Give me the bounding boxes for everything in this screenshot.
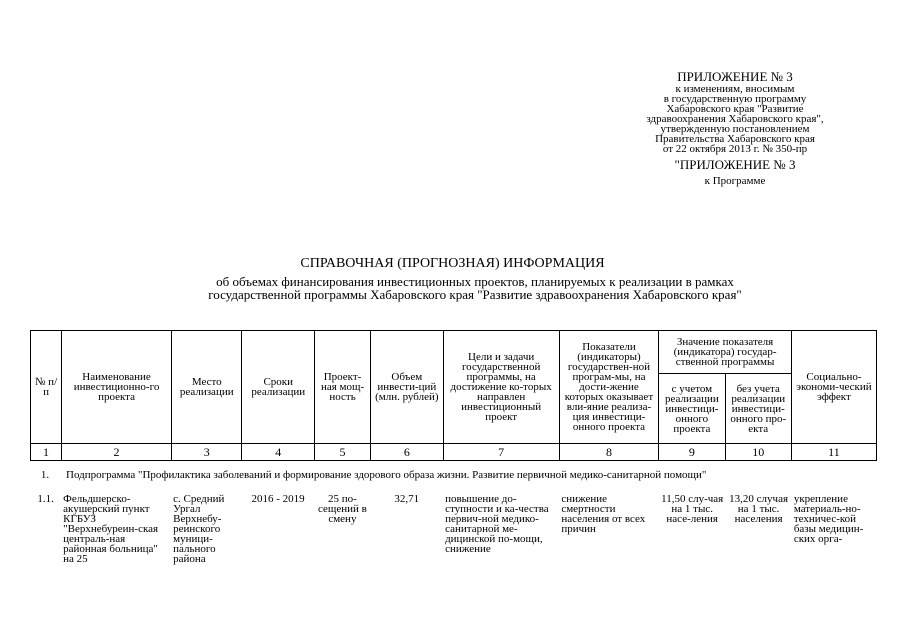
row-goals: повышение до-ступности и ка-чества первич-ной медико-санитарной ме-дицинской по-мощи, снижение bbox=[445, 493, 549, 555]
appendix-line: Хабаровского края "Развитие bbox=[666, 103, 804, 115]
section-num: 1. bbox=[40, 469, 50, 481]
column-number: 8 bbox=[559, 444, 659, 461]
header-with: с учетом реализации инвестици-онного проекта bbox=[659, 374, 725, 444]
header-value-group: Значение показателя (индикатора) государ-ственной программы bbox=[659, 331, 792, 374]
appendix-line: утвержденную постановлением bbox=[660, 123, 810, 135]
column-number: 9 bbox=[659, 444, 725, 461]
column-number: 6 bbox=[371, 444, 444, 461]
row-num: 1.1. bbox=[37, 493, 54, 505]
subtitle-line: об объемах финансирования инвестиционных проектов, планируемых к реализации в рамках bbox=[216, 274, 734, 289]
column-number: 10 bbox=[725, 444, 791, 461]
row-with: 11,50 слу-чая на 1 тыс. насе-ления bbox=[661, 493, 724, 525]
header-without: без учета реализации инвестици-онного про-екта bbox=[725, 374, 791, 444]
row-capacity: 25 по-сещений в смену bbox=[317, 493, 367, 525]
header-name: Наименование инвестиционно-го проекта bbox=[62, 331, 172, 444]
header-volume: Объем инвести-ций (млн. рублей) bbox=[371, 331, 444, 444]
subtitle-line: государственной программы Хабаровского края "Развитие здравоохранения Хабаровского края" bbox=[208, 287, 742, 302]
row-terms: 2016 - 2019 bbox=[251, 493, 305, 505]
appendix-line: Правительства Хабаровского края bbox=[655, 133, 815, 145]
column-number: 1 bbox=[31, 444, 62, 461]
header-num: № п/п bbox=[31, 331, 62, 444]
header-capacity: Проект-ная мощ-ность bbox=[315, 331, 371, 444]
table-row bbox=[30, 494, 877, 574]
column-number: 3 bbox=[171, 444, 242, 461]
appendix-line: от 22 октября 2013 г. № 350-пр bbox=[662, 143, 808, 155]
document-subtitle bbox=[120, 275, 830, 301]
header-indicators: Показатели (индикаторы) государствен-ной програм-мы, на дости-жение которых оказывает вли-яние реализа-ция инвестици-онного проекта bbox=[559, 331, 659, 444]
appendix-block bbox=[600, 70, 870, 186]
row-effect: укрепление материаль-но-техничес-кой базы медицин-ских орга- bbox=[793, 493, 864, 545]
appendix-line: в государственную программу bbox=[663, 93, 807, 105]
appendix-line: к изменениям, вносимым bbox=[675, 83, 795, 95]
document-title: СПРАВОЧНАЯ (ПРОГНОЗНАЯ) ИНФОРМАЦИЯ bbox=[300, 256, 605, 271]
row-place: с. Средний Ургал Верхнебу-реинского муници-пального района bbox=[173, 493, 225, 565]
header-table bbox=[30, 330, 877, 461]
row-volume: 32,71 bbox=[394, 493, 420, 505]
header-effect: Социально-экономи-ческий эффект bbox=[791, 331, 876, 444]
column-number: 5 bbox=[315, 444, 371, 461]
column-number: 2 bbox=[62, 444, 172, 461]
appendix-heading-2: "ПРИЛОЖЕНИЕ № 3 bbox=[674, 157, 796, 172]
header-goals: Цели и задачи государственной программы, на достижение ко-торых направлен инвестиционный проект bbox=[443, 331, 559, 444]
column-number: 11 bbox=[791, 444, 876, 461]
appendix-line: здравоохранения Хабаровского края", bbox=[646, 113, 824, 125]
appendix-heading: ПРИЛОЖЕНИЕ № 3 bbox=[677, 69, 793, 84]
section-table bbox=[30, 470, 877, 480]
header-terms: Сроки реализации bbox=[242, 331, 315, 444]
appendix-sub: к Программе bbox=[704, 175, 766, 187]
column-number: 7 bbox=[443, 444, 559, 461]
row-name: Фельдшерско-акушерский пункт КГБУЗ "Верхнебуреин-ская централь-ная районная больница" на 25 bbox=[63, 493, 159, 565]
header-place: Место реализации bbox=[171, 331, 242, 444]
data-table bbox=[30, 494, 877, 574]
section-title: Подпрограмма "Профилактика заболеваний и формирование здорового образа жизни. Развитие первичной медико-санитарной помощи" bbox=[66, 469, 707, 481]
row-without: 13,20 случая на 1 тыс. населения bbox=[729, 493, 789, 525]
appendix-lines bbox=[600, 84, 870, 154]
row-indicators: снижение смертности населения от всех причин bbox=[561, 493, 646, 535]
column-number: 4 bbox=[242, 444, 315, 461]
